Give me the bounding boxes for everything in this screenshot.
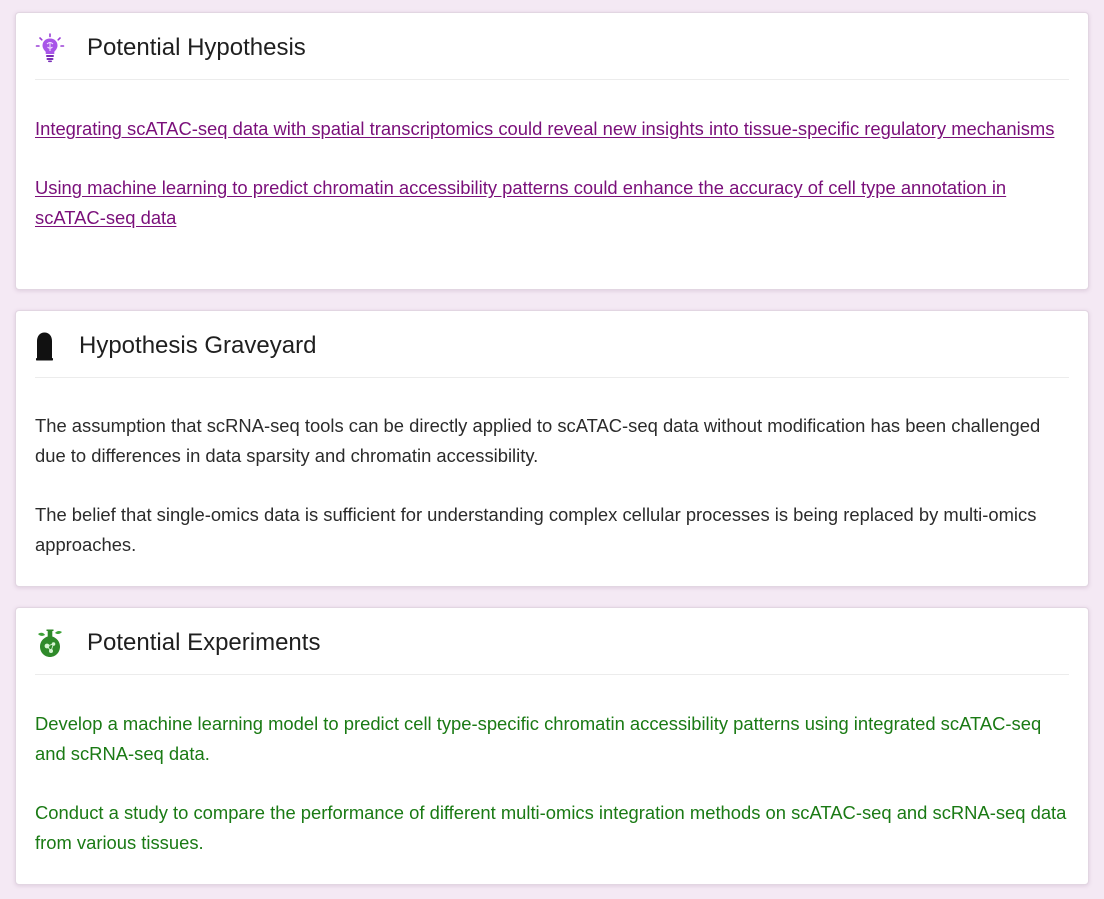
card-header bbox=[35, 608, 1069, 675]
card-title: Potential Experiments bbox=[87, 629, 321, 656]
flask-icon bbox=[35, 628, 65, 658]
graveyard-item: The assumption that scRNA-seq tools can be directly applied to scATAC-seq data without modification has been challenged due to differences in data sparsity and chromatin accessibility. bbox=[35, 415, 1041, 466]
headstone-icon bbox=[35, 331, 65, 361]
potential-experiments-card bbox=[15, 607, 1089, 885]
hypothesis-graveyard-card bbox=[15, 310, 1089, 587]
hypothesis-link[interactable]: Using machine learning to predict chromatin accessibility patterns could enhance the accuracy of cell type annotation in scATAC-seq data bbox=[35, 177, 1007, 228]
graveyard-list bbox=[35, 411, 1069, 560]
card-title: Hypothesis Graveyard bbox=[79, 332, 317, 359]
lightbulb-icon bbox=[35, 33, 65, 63]
hypothesis-item[interactable] bbox=[35, 114, 1069, 144]
card-header bbox=[35, 13, 1069, 80]
experiment-item: Conduct a study to compare the performance of different multi-omics integration methods on scATAC-seq and scRNA-seq data from various tissues. bbox=[35, 802, 1067, 853]
card-header bbox=[35, 311, 1069, 378]
graveyard-item: The belief that single-omics data is sufficient for understanding complex cellular processes is being replaced by multi-omics approaches. bbox=[35, 504, 1037, 555]
experiments-list bbox=[35, 709, 1069, 858]
experiment-item: Develop a machine learning model to predict cell type-specific chromatin accessibility patterns using integrated scATAC-seq and scRNA-seq data. bbox=[35, 713, 1042, 764]
potential-hypothesis-card bbox=[15, 12, 1089, 290]
card-title: Potential Hypothesis bbox=[87, 34, 306, 61]
hypothesis-item[interactable] bbox=[35, 173, 1069, 233]
hypothesis-link[interactable]: Integrating scATAC-seq data with spatial transcriptomics could reveal new insights into tissue-specific regulatory mechanisms bbox=[35, 118, 1055, 139]
hypothesis-list bbox=[35, 114, 1069, 233]
